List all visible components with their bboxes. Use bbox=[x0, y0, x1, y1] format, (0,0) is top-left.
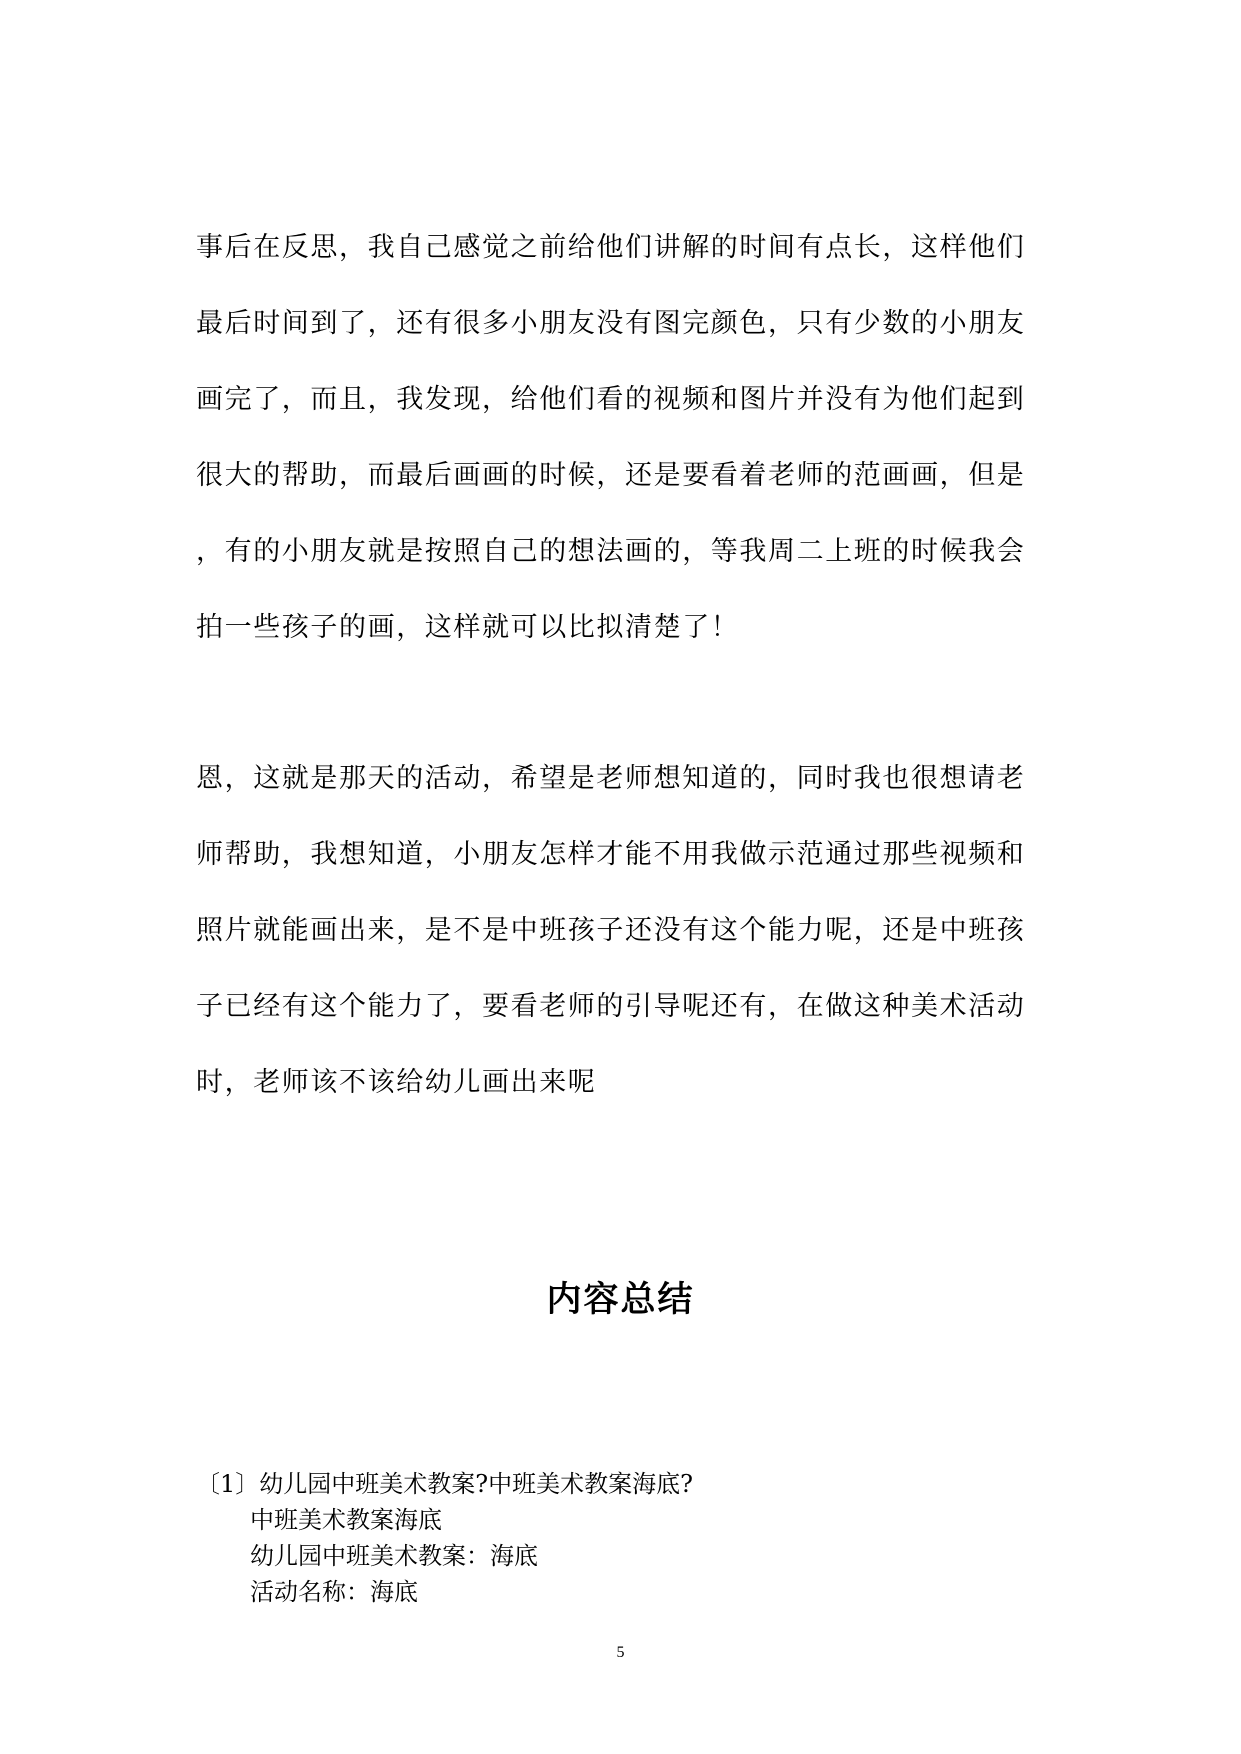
summary-list bbox=[196, 1466, 693, 1610]
summary-item: 幼儿园中班美术教案：海底 bbox=[250, 1542, 538, 1570]
paragraph-line: 事后在反思，我自己感觉之前给他们讲解的时间有点长，这样他们 bbox=[196, 232, 1026, 263]
section-heading-summary: 内容总结 bbox=[546, 1280, 695, 1320]
paragraph-line: 师帮助，我想知道，小朋友怎样才能不用我做示范通过那些视频和 bbox=[196, 839, 1026, 870]
summary-item: 中班美术教案海底 bbox=[250, 1506, 442, 1534]
summary-item: 活动名称：海底 bbox=[250, 1578, 418, 1606]
paragraph-line: 恩，这就是那天的活动，希望是老师想知道的，同时我也很想请老 bbox=[196, 763, 1026, 794]
summary-item: 〔1〕幼儿园中班美术教案?中班美术教案海底? bbox=[196, 1470, 694, 1498]
paragraph-line: 很大的帮助，而最后画画的时候，还是要看着老师的范画画，但是 bbox=[196, 460, 1026, 491]
paragraph-line: 画完了，而且，我发现，给他们看的视频和图片并没有为他们起到 bbox=[196, 384, 1026, 415]
body-paragraph-question bbox=[196, 741, 1056, 1121]
paragraph-line: 子已经有这个能力了，要看老师的引导呢还有，在做这种美术活动 bbox=[196, 991, 1026, 1022]
paragraph-line: 时，老师该不该给幼儿画出来呢 bbox=[196, 1067, 597, 1098]
paragraph-line: 照片就能画出来，是不是中班孩子还没有这个能力呢，还是中班孩 bbox=[196, 915, 1026, 946]
paragraph-line: ，有的小朋友就是按照自己的想法画的，等我周二上班的时候我会 bbox=[196, 536, 1026, 567]
paragraph-line: 最后时间到了，还有很多小朋友没有图完颜色，只有少数的小朋友 bbox=[196, 308, 1026, 339]
paragraph-line: 拍一些孩子的画，这样就可以比拟清楚了！ bbox=[196, 612, 740, 643]
body-paragraph-reflection bbox=[196, 210, 1056, 666]
page-number: 5 bbox=[616, 1644, 625, 1661]
